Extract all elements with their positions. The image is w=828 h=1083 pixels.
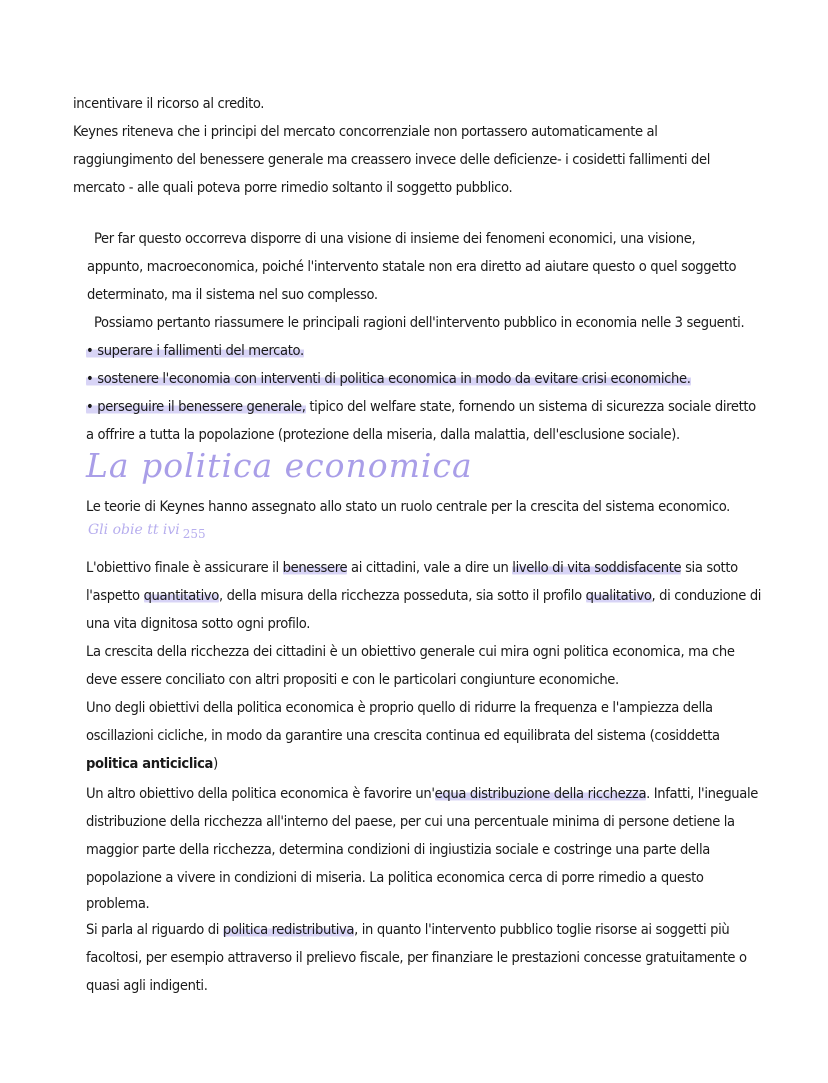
- bullet-item: [86, 368, 691, 390]
- text-line: Per far questo occorreva disporre di una visione di insieme dei fenomeni economici, una visione,: [94, 230, 696, 247]
- highlight: • perseguire il benessere generale,: [86, 398, 306, 415]
- text-span: ): [213, 755, 218, 772]
- text-line: maggior parte della ricchezza, determina condizioni di ingiustizia sociale e costringe una parte della: [86, 841, 710, 858]
- text-span: . Infatti, l'ineguale: [646, 785, 758, 802]
- text-line: quasi agli indigenti.: [86, 977, 208, 994]
- page-number: 255: [182, 527, 206, 541]
- text-line: oscillazioni cicliche, in modo da garantire una crescita continua ed equilibrata del sistema (cosiddetta: [86, 727, 720, 744]
- text-line: [86, 783, 758, 805]
- section-heading: La politica economica: [86, 446, 473, 485]
- text-line: Keynes riteneva che i principi del mercato concorrenziale non portassero automaticamente al: [73, 123, 658, 140]
- text-span: sia sotto: [681, 559, 738, 576]
- text-line: [86, 753, 218, 775]
- text-line: raggiungimento del benessere generale ma creassero invece delle deficienze- i cosidetti fallimenti del: [73, 151, 710, 168]
- text-span: , di conduzione di: [651, 587, 762, 604]
- bullet-text: tipico del welfare state, fornendo un sistema di sicurezza sociale diretto: [305, 398, 756, 415]
- highlight: quantitativo: [143, 587, 219, 604]
- text-line: deve essere conciliato con altri propositi e con le particolari congiunture economiche.: [86, 671, 619, 688]
- text-line: Possiamo pertanto riassumere le principali ragioni dell'intervento pubblico in economia nelle 3 seguenti.: [94, 314, 745, 331]
- highlight: qualitativo: [585, 587, 652, 604]
- text-line: distribuzione della ricchezza all'interno del paese, per cui una percentuale minima di persone detiene la: [86, 813, 735, 830]
- text-line: facoltosi, per esempio attraverso il prelievo fiscale, per finanziare le prestazioni concesse gratuitamente o: [86, 949, 747, 966]
- text-span: , della misura della ricchezza posseduta, sia sotto il profilo: [218, 587, 586, 604]
- text-span: Si parla al riguardo di: [86, 921, 223, 938]
- text-line: [86, 919, 729, 941]
- bold-term: politica anticiclica: [86, 755, 214, 772]
- text-line: popolazione a vivere in condizioni di miseria. La politica economica cerca di porre rimedio a questo: [86, 869, 704, 886]
- highlight: equa distribuzione della ricchezza: [434, 785, 647, 802]
- text-line: determinato, ma il sistema nel suo complesso.: [87, 286, 378, 303]
- text-line: [86, 557, 738, 579]
- text-span: ai cittadini, vale a dire un: [347, 559, 513, 576]
- highlight: politica redistributiva: [222, 921, 355, 938]
- text-span: Un altro obiettivo della politica economica è favorire un': [86, 785, 435, 802]
- text-line: Le teorie di Keynes hanno assegnato allo stato un ruolo centrale per la crescita del sistema economico.: [86, 498, 730, 515]
- text-line: incentivare il ricorso al credito.: [73, 95, 265, 112]
- highlight: • superare i fallimenti del mercato.: [86, 342, 304, 359]
- text-line: Uno degli obiettivi della politica economica è proprio quello di ridurre la frequenza e l'ampiezza della: [86, 699, 713, 716]
- subheading-text: Gli obie tt ivi: [88, 522, 180, 538]
- text-line: La crescita della ricchezza dei cittadini è un obiettivo generale cui mira ogni politica economica, ma che: [86, 643, 735, 660]
- text-line: appunto, macroeconomica, poiché l'intervento statale non era diretto ad aiutare questo o quel soggetto: [87, 258, 737, 275]
- highlight: livello di vita soddisfacente: [512, 559, 682, 576]
- bullet-item: [86, 396, 756, 418]
- text-line: a offrire a tutta la popolazione (protezione della miseria, dalla malattia, dell'esclusione sociale).: [86, 426, 680, 443]
- text-span: , in quanto l'intervento pubblico toglie risorse ai soggetti più: [354, 921, 730, 938]
- text-line: [86, 585, 761, 607]
- highlight: • sostenere l'economia con interventi di politica economica in modo da evitare crisi economiche.: [86, 370, 691, 387]
- bullet-item: [86, 340, 304, 362]
- text-line: problema.: [86, 895, 150, 912]
- text-line: una vita dignitosa sotto ogni profilo.: [86, 615, 311, 632]
- text-span: L'obiettivo finale è assicurare il: [86, 559, 283, 576]
- text-span: l'aspetto: [86, 587, 144, 604]
- text-line: mercato - alle quali poteva porre rimedio soltanto il soggetto pubblico.: [73, 179, 513, 196]
- highlight: benessere: [282, 559, 348, 576]
- subheading: [88, 522, 206, 541]
